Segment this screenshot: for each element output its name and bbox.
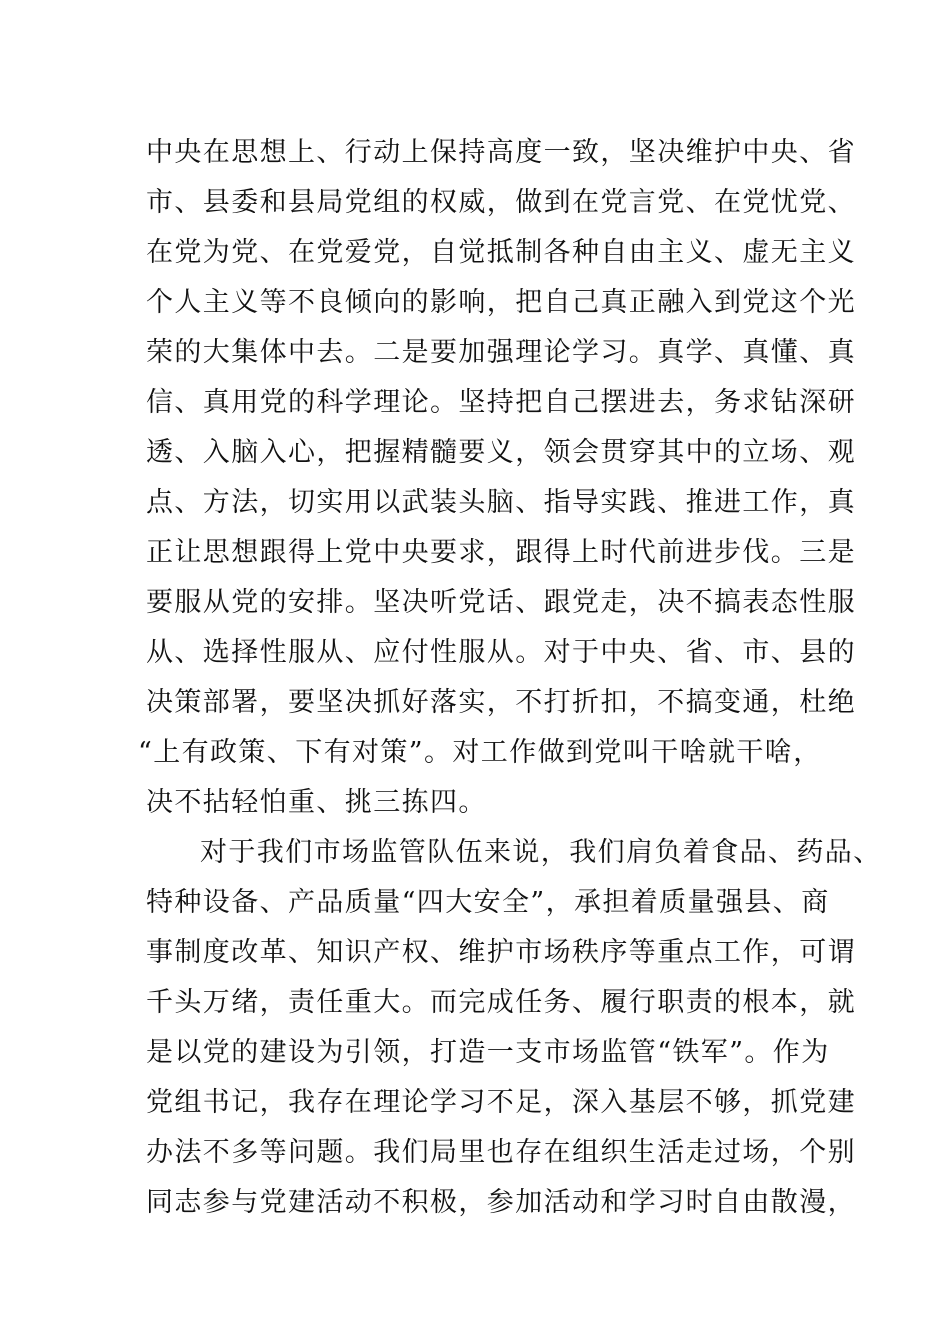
paragraph-first-line: 对于我们市场监管队伍来说，我们肩负着食品、药品、 xyxy=(200,837,882,868)
text-line: 决不拈轻怕重、挑三拣四。 xyxy=(146,787,487,818)
text-line: 从、选择性服从、应付性服从。对于中央、省、市、县的 xyxy=(146,637,856,668)
text-line: 决策部署，要坚决抓好落实，不打折扣，不搞变通，杜绝 xyxy=(146,687,856,718)
text-line: 点、方法，切实用以武装头脑、指导实践、推进工作，真 xyxy=(146,487,856,518)
text-line: 同志参与党建活动不积极，参加活动和学习时自由散漫， xyxy=(146,1187,856,1218)
text-line: 正让思想跟得上党中央要求，跟得上时代前进步伐。三是 xyxy=(146,537,856,568)
text-line: 要服从党的安排。坚决听党话、跟党走，决不搞表态性服 xyxy=(146,587,856,618)
text-line: 市、县委和县局党组的权威，做到在党言党、在党忧党、 xyxy=(146,187,856,218)
text-line: 事制度改革、知识产权、维护市场秩序等重点工作，可谓 xyxy=(146,937,856,968)
text-line: 是以党的建设为引领，打造一支市场监管“铁军”。作为 xyxy=(146,1037,830,1068)
text-line: 信、真用党的科学理论。坚持把自己摆进去，务求钻深研 xyxy=(146,387,856,418)
text-line: 透、入脑入心，把握精髓要义，领会贯穿其中的立场、观 xyxy=(146,437,856,468)
text-line: 个人主义等不良倾向的影响，把自己真正融入到党这个光 xyxy=(146,287,856,318)
text-line: 办法不多等问题。我们局里也存在组织生活走过场，个别 xyxy=(146,1137,856,1168)
text-line: 党组书记，我存在理论学习不足，深入基层不够，抓党建 xyxy=(146,1087,856,1118)
text-line: 特种设备、产品质量“四大安全”，承担着质量强县、商 xyxy=(146,887,830,918)
text-line: 荣的大集体中去。二是要加强理论学习。真学、真懂、真 xyxy=(146,337,856,368)
text-line: 在党为党、在党爱党，自觉抵制各种自由主义、虚无主义 xyxy=(146,237,856,268)
text-line: 千头万绪，责任重大。而完成任务、履行职责的根本，就 xyxy=(146,987,856,1018)
text-line: 中央在思想上、行动上保持高度一致，坚决维护中央、省 xyxy=(146,137,856,168)
text-line: “上有政策、下有对策”。对工作做到党叫干啥就干啥， xyxy=(138,737,822,768)
